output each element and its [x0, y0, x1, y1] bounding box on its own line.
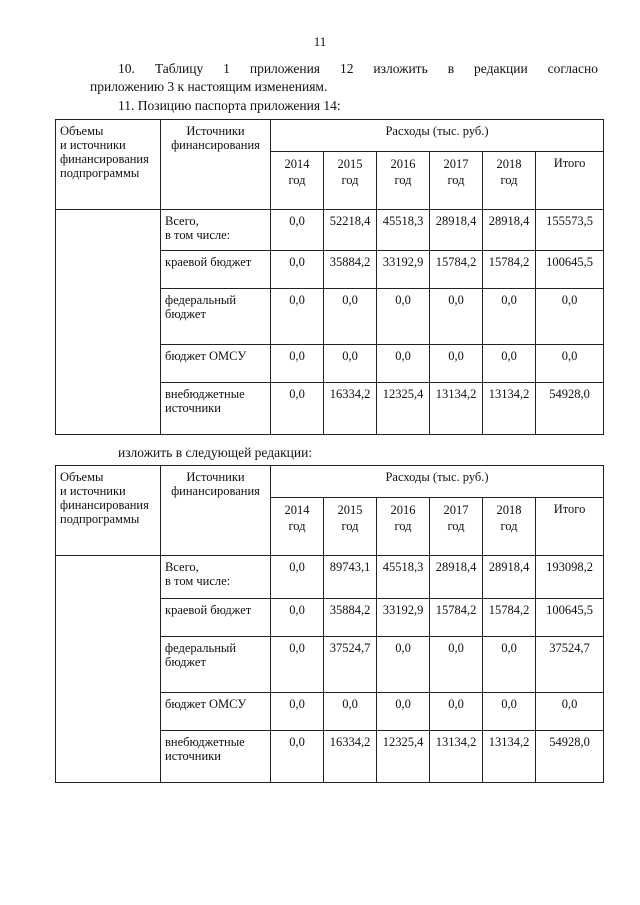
year-value-cell: 13134,2	[430, 731, 483, 783]
year-value-cell: 28918,4	[483, 210, 536, 251]
column-header-year: 2015 год	[324, 152, 377, 210]
paragraph-10-word: редакции	[474, 61, 528, 76]
total-value-cell: 54928,0	[536, 383, 604, 435]
column-header-year: 2015 год	[324, 498, 377, 556]
year-value-cell: 15784,2	[483, 251, 536, 289]
year-value-cell: 0,0	[430, 345, 483, 383]
financing-table-new	[55, 465, 604, 783]
year-value-cell: 12325,4	[377, 383, 430, 435]
paragraph-11: 11. Позицию паспорта приложения 14:	[118, 98, 341, 113]
column-header-year: 2018 год	[483, 152, 536, 210]
paragraph-10-word: 10.	[118, 61, 135, 76]
total-value-cell: 37524,7	[536, 637, 604, 693]
column-header-total: Итого	[536, 498, 604, 556]
column-header-year: 2017 год	[430, 152, 483, 210]
row-header-spacer	[56, 210, 161, 435]
column-header-total: Итого	[536, 152, 604, 210]
paragraph-10-word: приложения	[249, 61, 321, 76]
year-value-cell: 35884,2	[324, 251, 377, 289]
total-value-cell: 193098,2	[536, 556, 604, 599]
paragraph-10-word: согласно	[547, 61, 598, 76]
total-value-cell: 0,0	[536, 693, 604, 731]
year-value-cell: 15784,2	[483, 599, 536, 637]
total-value-cell: 0,0	[536, 289, 604, 345]
year-value-cell: 0,0	[377, 693, 430, 731]
paragraph-10-word: 12	[339, 61, 354, 76]
year-value-cell: 15784,2	[430, 251, 483, 289]
year-value-cell: 0,0	[324, 693, 377, 731]
financing-source-label: краевой бюджет	[161, 251, 271, 289]
financing-source-label: Всего, в том числе:	[161, 556, 271, 599]
year-value-cell: 28918,4	[483, 556, 536, 599]
row-header-spacer	[56, 556, 161, 783]
year-value-cell: 33192,9	[377, 251, 430, 289]
year-value-cell: 13134,2	[483, 731, 536, 783]
year-value-cell: 28918,4	[430, 210, 483, 251]
column-header-year: 2016 год	[377, 498, 430, 556]
year-value-cell: 45518,3	[377, 556, 430, 599]
year-value-cell: 0,0	[377, 345, 430, 383]
financing-source-label: краевой бюджет	[161, 599, 271, 637]
column-header-year: 2016 год	[377, 152, 430, 210]
year-value-cell: 16334,2	[324, 383, 377, 435]
total-value-cell: 100645,5	[536, 599, 604, 637]
paragraph-10-line-1	[118, 60, 598, 78]
financing-source-label: федеральный бюджет	[161, 637, 271, 693]
year-value-cell: 0,0	[271, 251, 324, 289]
year-value-cell: 52218,4	[324, 210, 377, 251]
year-value-cell: 89743,1	[324, 556, 377, 599]
year-value-cell: 0,0	[271, 289, 324, 345]
year-value-cell: 0,0	[271, 210, 324, 251]
year-value-cell: 0,0	[271, 637, 324, 693]
year-value-cell: 0,0	[271, 383, 324, 435]
year-value-cell: 0,0	[271, 731, 324, 783]
year-value-cell: 0,0	[324, 345, 377, 383]
column-header-year: 2014 год	[271, 498, 324, 556]
column-header-expenses: Расходы (тыс. руб.)	[271, 120, 604, 152]
year-value-cell: 0,0	[324, 289, 377, 345]
new-edition-intro: изложить в следующей редакции:	[118, 445, 313, 460]
year-value-cell: 0,0	[271, 693, 324, 731]
column-header-financing-sources: Источники финансирования	[161, 120, 271, 210]
page-number: 11	[313, 34, 327, 49]
financing-source-label: внебюджетные источники	[161, 731, 271, 783]
column-header-financing-sources: Источники финансирования	[161, 466, 271, 556]
year-value-cell: 35884,2	[324, 599, 377, 637]
year-value-cell: 16334,2	[324, 731, 377, 783]
year-value-cell: 0,0	[271, 556, 324, 599]
year-value-cell: 0,0	[271, 599, 324, 637]
year-value-cell: 0,0	[483, 289, 536, 345]
financing-source-label: Всего, в том числе:	[161, 210, 271, 251]
total-value-cell: 100645,5	[536, 251, 604, 289]
year-value-cell: 0,0	[271, 345, 324, 383]
year-value-cell: 15784,2	[430, 599, 483, 637]
row-header-volumes-sources: Объемы и источники финансирования подпрограммы	[56, 466, 161, 556]
table-row	[56, 210, 604, 251]
column-header-expenses: Расходы (тыс. руб.)	[271, 466, 604, 498]
paragraph-10-word: в	[447, 61, 455, 76]
paragraph-10-word: 1	[223, 61, 230, 76]
year-value-cell: 0,0	[377, 637, 430, 693]
year-value-cell: 0,0	[430, 289, 483, 345]
year-value-cell: 45518,3	[377, 210, 430, 251]
column-header-year: 2018 год	[483, 498, 536, 556]
paragraph-10-word: Таблицу	[154, 61, 204, 76]
year-value-cell: 13134,2	[430, 383, 483, 435]
total-value-cell: 54928,0	[536, 731, 604, 783]
total-value-cell: 155573,5	[536, 210, 604, 251]
year-value-cell: 0,0	[483, 637, 536, 693]
year-value-cell: 33192,9	[377, 599, 430, 637]
paragraph-10-line-2: приложению 3 к настоящим изменениям.	[90, 79, 328, 94]
year-value-cell: 28918,4	[430, 556, 483, 599]
year-value-cell: 13134,2	[483, 383, 536, 435]
column-header-year: 2014 год	[271, 152, 324, 210]
year-value-cell: 0,0	[483, 693, 536, 731]
financing-table-old	[55, 119, 604, 435]
year-value-cell: 0,0	[430, 637, 483, 693]
financing-source-label: бюджет ОМСУ	[161, 345, 271, 383]
table-row	[56, 556, 604, 599]
financing-source-label: внебюджетные источники	[161, 383, 271, 435]
year-value-cell: 0,0	[430, 693, 483, 731]
column-header-year: 2017 год	[430, 498, 483, 556]
year-value-cell: 37524,7	[324, 637, 377, 693]
year-value-cell: 0,0	[377, 289, 430, 345]
year-value-cell: 12325,4	[377, 731, 430, 783]
financing-source-label: федеральный бюджет	[161, 289, 271, 345]
paragraph-10-word: изложить	[373, 61, 428, 76]
row-header-volumes-sources: Объемы и источники финансирования подпрограммы	[56, 120, 161, 210]
year-value-cell: 0,0	[483, 345, 536, 383]
financing-source-label: бюджет ОМСУ	[161, 693, 271, 731]
total-value-cell: 0,0	[536, 345, 604, 383]
